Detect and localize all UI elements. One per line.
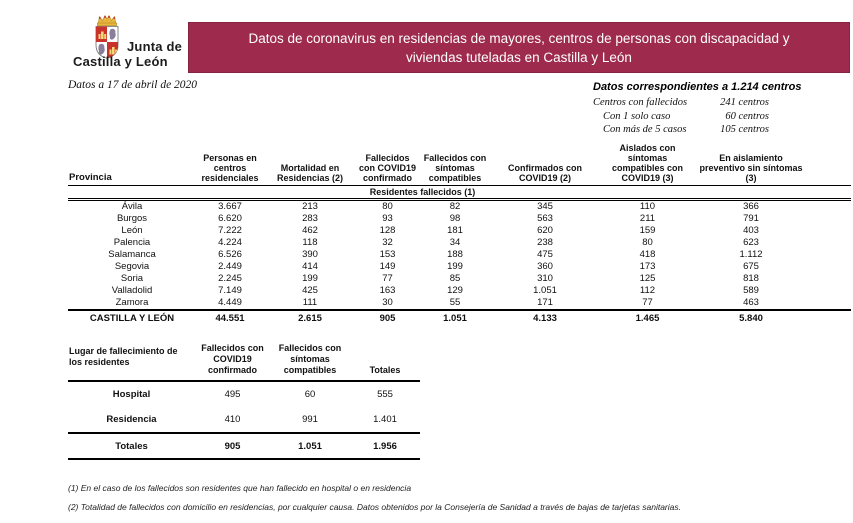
cell: 93: [382, 213, 393, 224]
cell: 366: [743, 201, 759, 212]
cell: 4.449: [218, 297, 242, 308]
cell: 7.222: [218, 225, 242, 236]
cell: 199: [447, 261, 463, 272]
total-row: [68, 310, 851, 327]
cell: 1.401: [350, 407, 420, 433]
table-row: [68, 237, 851, 249]
province-cell: Segovia: [114, 261, 150, 272]
cell: 238: [537, 237, 553, 248]
row-label: Hospital: [112, 389, 151, 400]
place-of-death-table: [68, 341, 420, 460]
summary-label: Con más de 5 casos: [603, 124, 687, 135]
table-row: [68, 213, 851, 225]
province-cell: Salamanca: [108, 249, 156, 260]
cell: 403: [743, 225, 759, 236]
subheader-row: [68, 186, 851, 200]
cell: 675: [743, 261, 759, 272]
table-row: [68, 381, 420, 407]
cell: 345: [537, 201, 553, 212]
cell: 5.840: [695, 310, 807, 327]
column-header: En aislamiento preventivo sin síntomas (3): [699, 153, 803, 183]
cell: 418: [639, 249, 656, 260]
table-row: [68, 249, 851, 261]
cell: 77: [382, 273, 393, 284]
cell: 153: [379, 249, 396, 260]
cell: 3.667: [218, 201, 242, 212]
cell: 410: [195, 407, 270, 433]
cell: 1.956: [350, 433, 420, 459]
spacer-cell: [807, 310, 851, 327]
cell: 98: [449, 213, 461, 224]
summary-value: 60 centros: [725, 110, 769, 122]
cell: 82: [449, 201, 461, 212]
cell: 34: [449, 237, 461, 248]
cell: 4.133: [490, 310, 600, 327]
castilla-leon-crest-icon: [88, 13, 126, 59]
spacer-cell: [807, 225, 851, 237]
province-cell: Ávila: [121, 201, 143, 212]
province-cell: Burgos: [116, 213, 148, 224]
cell: 211: [639, 213, 656, 224]
province-cell: Valladolid: [111, 285, 153, 296]
cell: 2.245: [218, 273, 242, 284]
cell: 55: [449, 297, 461, 308]
cell: 80: [382, 201, 393, 212]
cell: 283: [302, 213, 318, 224]
cell: 60: [304, 389, 316, 400]
summary-title: Datos correspondientes a 1.214 centros: [593, 81, 802, 93]
province-cell: Soria: [120, 273, 144, 284]
footnote-1: (1) En el caso de los fallecidos son residentes que han fallecido en hospital o en residencia: [68, 483, 412, 493]
spacer-cell: [68, 186, 355, 200]
summary-row: [593, 123, 769, 137]
column-header: Fallecidos con COVID19 confirmado: [358, 153, 416, 183]
cell: 2.449: [218, 261, 242, 272]
cell: 111: [302, 297, 318, 308]
total-label: CASTILLA Y LEÓN: [68, 310, 195, 327]
row-label: Residencia: [68, 407, 195, 433]
province-cell: León: [121, 225, 143, 236]
cell: 462: [302, 225, 318, 236]
spacer-cell: [807, 143, 851, 186]
column-header: Fallecidos con COVID19 confirmado: [195, 341, 270, 381]
column-header: Fallecidos con síntomas compatibles: [423, 153, 487, 183]
cell: 4.224: [218, 237, 242, 248]
cell: 85: [449, 273, 461, 284]
cell: 1.465: [600, 310, 695, 327]
cell: 1.051: [533, 285, 557, 296]
cell: 495: [224, 389, 241, 400]
logo-text-line1: Junta de: [127, 39, 183, 54]
cell: 563: [537, 213, 553, 224]
summary-value: 241 centros: [720, 97, 769, 108]
junta-logo: [72, 12, 207, 76]
summary-value: 105 centros: [720, 124, 769, 135]
header-row: [68, 143, 851, 186]
summary-label: Con 1 solo caso: [603, 110, 671, 122]
footnote-2: (2) Totalidad de fallecidos con domicilio en residencias, por cualquier causa. Datos obtenidos por la Consejería de Sanidad a través de bajas de tarjetas sanitarias.: [68, 502, 681, 512]
spacer-cell: [807, 237, 851, 249]
cell: 414: [302, 261, 318, 272]
total-label: Totales: [68, 433, 195, 459]
cell: 181: [447, 225, 463, 236]
cell: 991: [270, 407, 350, 433]
cell: 149: [379, 261, 396, 272]
header-row: [68, 341, 420, 381]
cell: 620: [537, 225, 553, 236]
cell: 110: [639, 201, 656, 212]
province-data-table: [68, 143, 851, 327]
column-header: Totales: [350, 341, 420, 381]
cell: 6.620: [218, 213, 242, 224]
table-row: [68, 273, 851, 285]
table-row: [68, 407, 420, 433]
cell: 128: [379, 225, 396, 236]
cell: 623: [743, 237, 759, 248]
column-header: Fallecidos con síntomas compatibles: [270, 341, 350, 381]
cell: 7.149: [218, 285, 242, 296]
table-row: [68, 200, 851, 214]
span-header: Residentes fallecidos (1): [355, 186, 490, 200]
cell: 118: [302, 237, 318, 248]
cell: 475: [537, 249, 553, 260]
cell: 463: [743, 297, 759, 308]
cell: 171: [537, 297, 553, 308]
column-header: Aislados con síntomas compatibles con COVID19 (3): [611, 143, 683, 183]
cell: 589: [743, 285, 759, 296]
spacer-cell: [807, 200, 851, 214]
cell: 199: [302, 273, 318, 284]
date-note: Datos a 17 de abril de 2020: [68, 79, 198, 91]
column-header: Personas en centros residenciales: [201, 153, 259, 183]
cell: 32: [382, 237, 393, 248]
cell: 905: [355, 310, 420, 327]
cell: 360: [537, 261, 553, 272]
title-banner: Datos de coronavirus en residencias de mayores, centros de personas con discapacidad y viviendas tuteladas en Castilla y León: [188, 22, 850, 73]
cell: 77: [642, 297, 653, 308]
spacer-cell: [807, 273, 851, 285]
total-row: [68, 433, 420, 459]
province-cell: Palencia: [113, 237, 151, 248]
column-header: Lugar de fallecimiento de los residentes: [68, 341, 195, 381]
column-header: Provincia: [69, 172, 112, 183]
footnotes: [68, 483, 681, 521]
table-row: [68, 261, 851, 273]
cell: 125: [639, 273, 656, 284]
cell: 188: [447, 249, 463, 260]
table-row: [68, 297, 851, 310]
cell: 44.551: [195, 310, 265, 327]
cell: 213: [302, 201, 318, 212]
table-row: [68, 285, 851, 297]
summary-label: Centros con fallecidos: [593, 97, 688, 108]
cell: 6.526: [218, 249, 242, 260]
logo-text-line2: Castilla y León: [73, 54, 168, 69]
cell: 129: [447, 285, 463, 296]
cell: 310: [537, 273, 553, 284]
cell: 159: [639, 225, 656, 236]
province-cell: Zamora: [115, 297, 149, 308]
cell: 1.051: [420, 310, 490, 327]
cell: 163: [379, 285, 396, 296]
table-row: [68, 225, 851, 237]
cell: 791: [743, 213, 759, 224]
summary-row: [593, 110, 769, 124]
cell: 425: [302, 285, 318, 296]
cell: 2.615: [265, 310, 355, 327]
centers-summary: [593, 81, 802, 137]
cell: 1.112: [739, 249, 763, 260]
spacer-cell: [807, 297, 851, 310]
spacer-cell: [490, 186, 851, 200]
column-header: Mortalidad en Residencias (2): [276, 163, 344, 183]
cell: 390: [302, 249, 318, 260]
cell: 555: [377, 389, 393, 400]
column-header: Confirmados con COVID19 (2): [507, 163, 582, 183]
spacer-cell: [807, 213, 851, 225]
cell: 818: [743, 273, 759, 284]
spacer-cell: [807, 285, 851, 297]
cell: 173: [639, 261, 656, 272]
cell: 112: [639, 285, 656, 296]
cell: 1.051: [270, 433, 350, 459]
cell: 905: [195, 433, 270, 459]
spacer-cell: [807, 249, 851, 261]
cell: 30: [382, 297, 393, 308]
summary-row: [593, 96, 769, 110]
spacer-cell: [807, 261, 851, 273]
cell: 80: [642, 237, 653, 248]
